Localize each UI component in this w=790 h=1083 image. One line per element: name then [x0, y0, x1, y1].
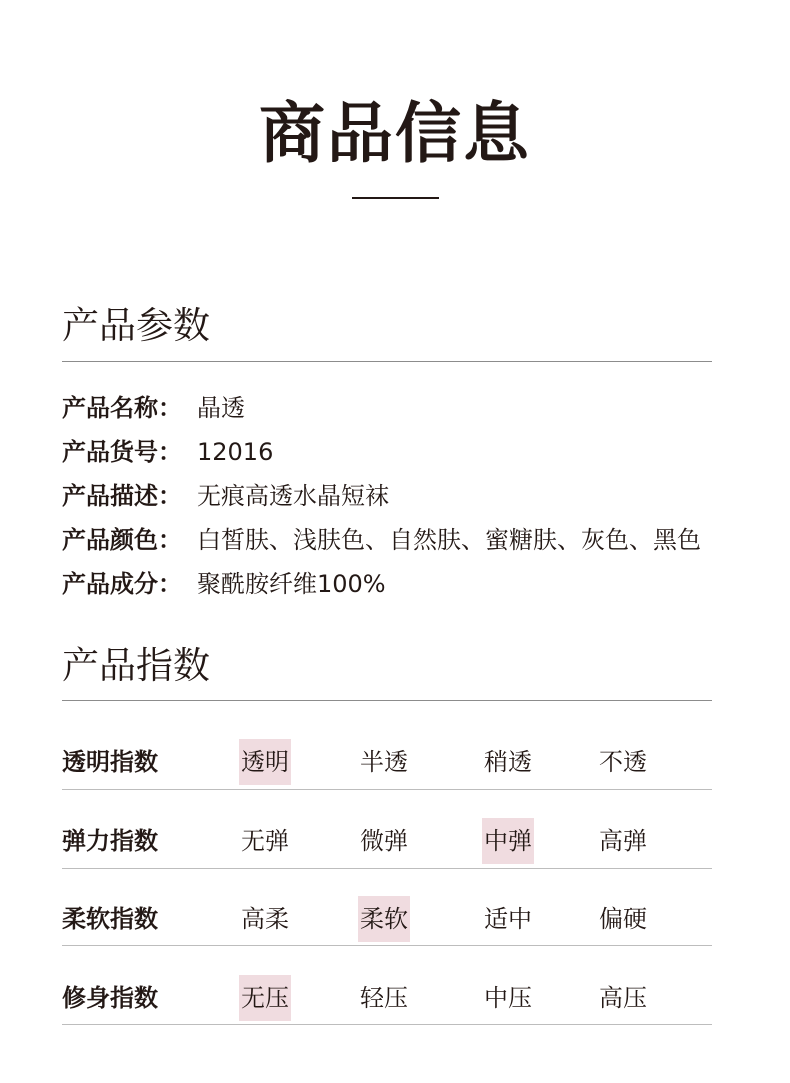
- index-option-selected: 无压: [239, 975, 291, 1021]
- index-option-selected: 透明: [239, 739, 291, 785]
- index-option: 稍透: [484, 748, 532, 776]
- index-option: 无弹: [241, 827, 289, 855]
- param-value: 12016: [197, 438, 274, 466]
- param-value: 无痕高透水晶短袜: [197, 482, 389, 510]
- index-option: 轻压: [360, 984, 408, 1012]
- index-option: 偏硬: [599, 905, 647, 933]
- row-divider: [62, 945, 712, 946]
- page-title: 商品信息: [259, 95, 531, 172]
- index-row-label: 透明指数: [62, 748, 158, 776]
- param-value: 白皙肤、浅肤色、自然肤、蜜糖肤、灰色、黑色: [197, 526, 701, 554]
- param-label: 产品货号：: [62, 438, 182, 466]
- param-label: 产品成分：: [62, 570, 182, 598]
- param-value: 晶透: [197, 394, 245, 422]
- row-divider: [62, 789, 712, 790]
- index-section-divider: [62, 700, 712, 701]
- param-label: 产品描述：: [62, 482, 182, 510]
- index-option: 高柔: [241, 905, 289, 933]
- param-label: 产品名称：: [62, 394, 182, 422]
- index-option: 微弹: [360, 827, 408, 855]
- index-row-elasticity: [62, 818, 712, 896]
- title-underline: [352, 197, 439, 199]
- index-option: 高弹: [599, 827, 647, 855]
- index-option: 中压: [484, 984, 532, 1012]
- index-row-shaping: [62, 975, 712, 1053]
- params-section-divider: [62, 361, 712, 362]
- param-value: 聚酰胺纤维100%: [197, 570, 386, 598]
- index-row-transparency: [62, 739, 712, 817]
- row-divider: [62, 1024, 712, 1025]
- index-row-label: 弹力指数: [62, 827, 158, 855]
- row-divider: [62, 868, 712, 869]
- index-option-selected: 柔软: [358, 896, 410, 942]
- param-label: 产品颜色：: [62, 526, 182, 554]
- param-row-description: [62, 480, 389, 512]
- index-row-label: 修身指数: [62, 984, 158, 1012]
- param-row-name: [62, 392, 245, 424]
- param-row-material: [62, 568, 386, 600]
- index-option-selected: 中弹: [482, 818, 534, 864]
- index-section-title: 产品指数: [62, 644, 210, 687]
- param-row-sku: [62, 436, 273, 468]
- index-option: 不透: [599, 748, 647, 776]
- index-option: 高压: [599, 984, 647, 1012]
- index-option: 半透: [360, 748, 408, 776]
- index-row-softness: [62, 896, 712, 974]
- index-row-label: 柔软指数: [62, 905, 158, 933]
- param-row-colors: [62, 524, 701, 556]
- params-section-title: 产品参数: [62, 304, 210, 347]
- index-option: 适中: [484, 905, 532, 933]
